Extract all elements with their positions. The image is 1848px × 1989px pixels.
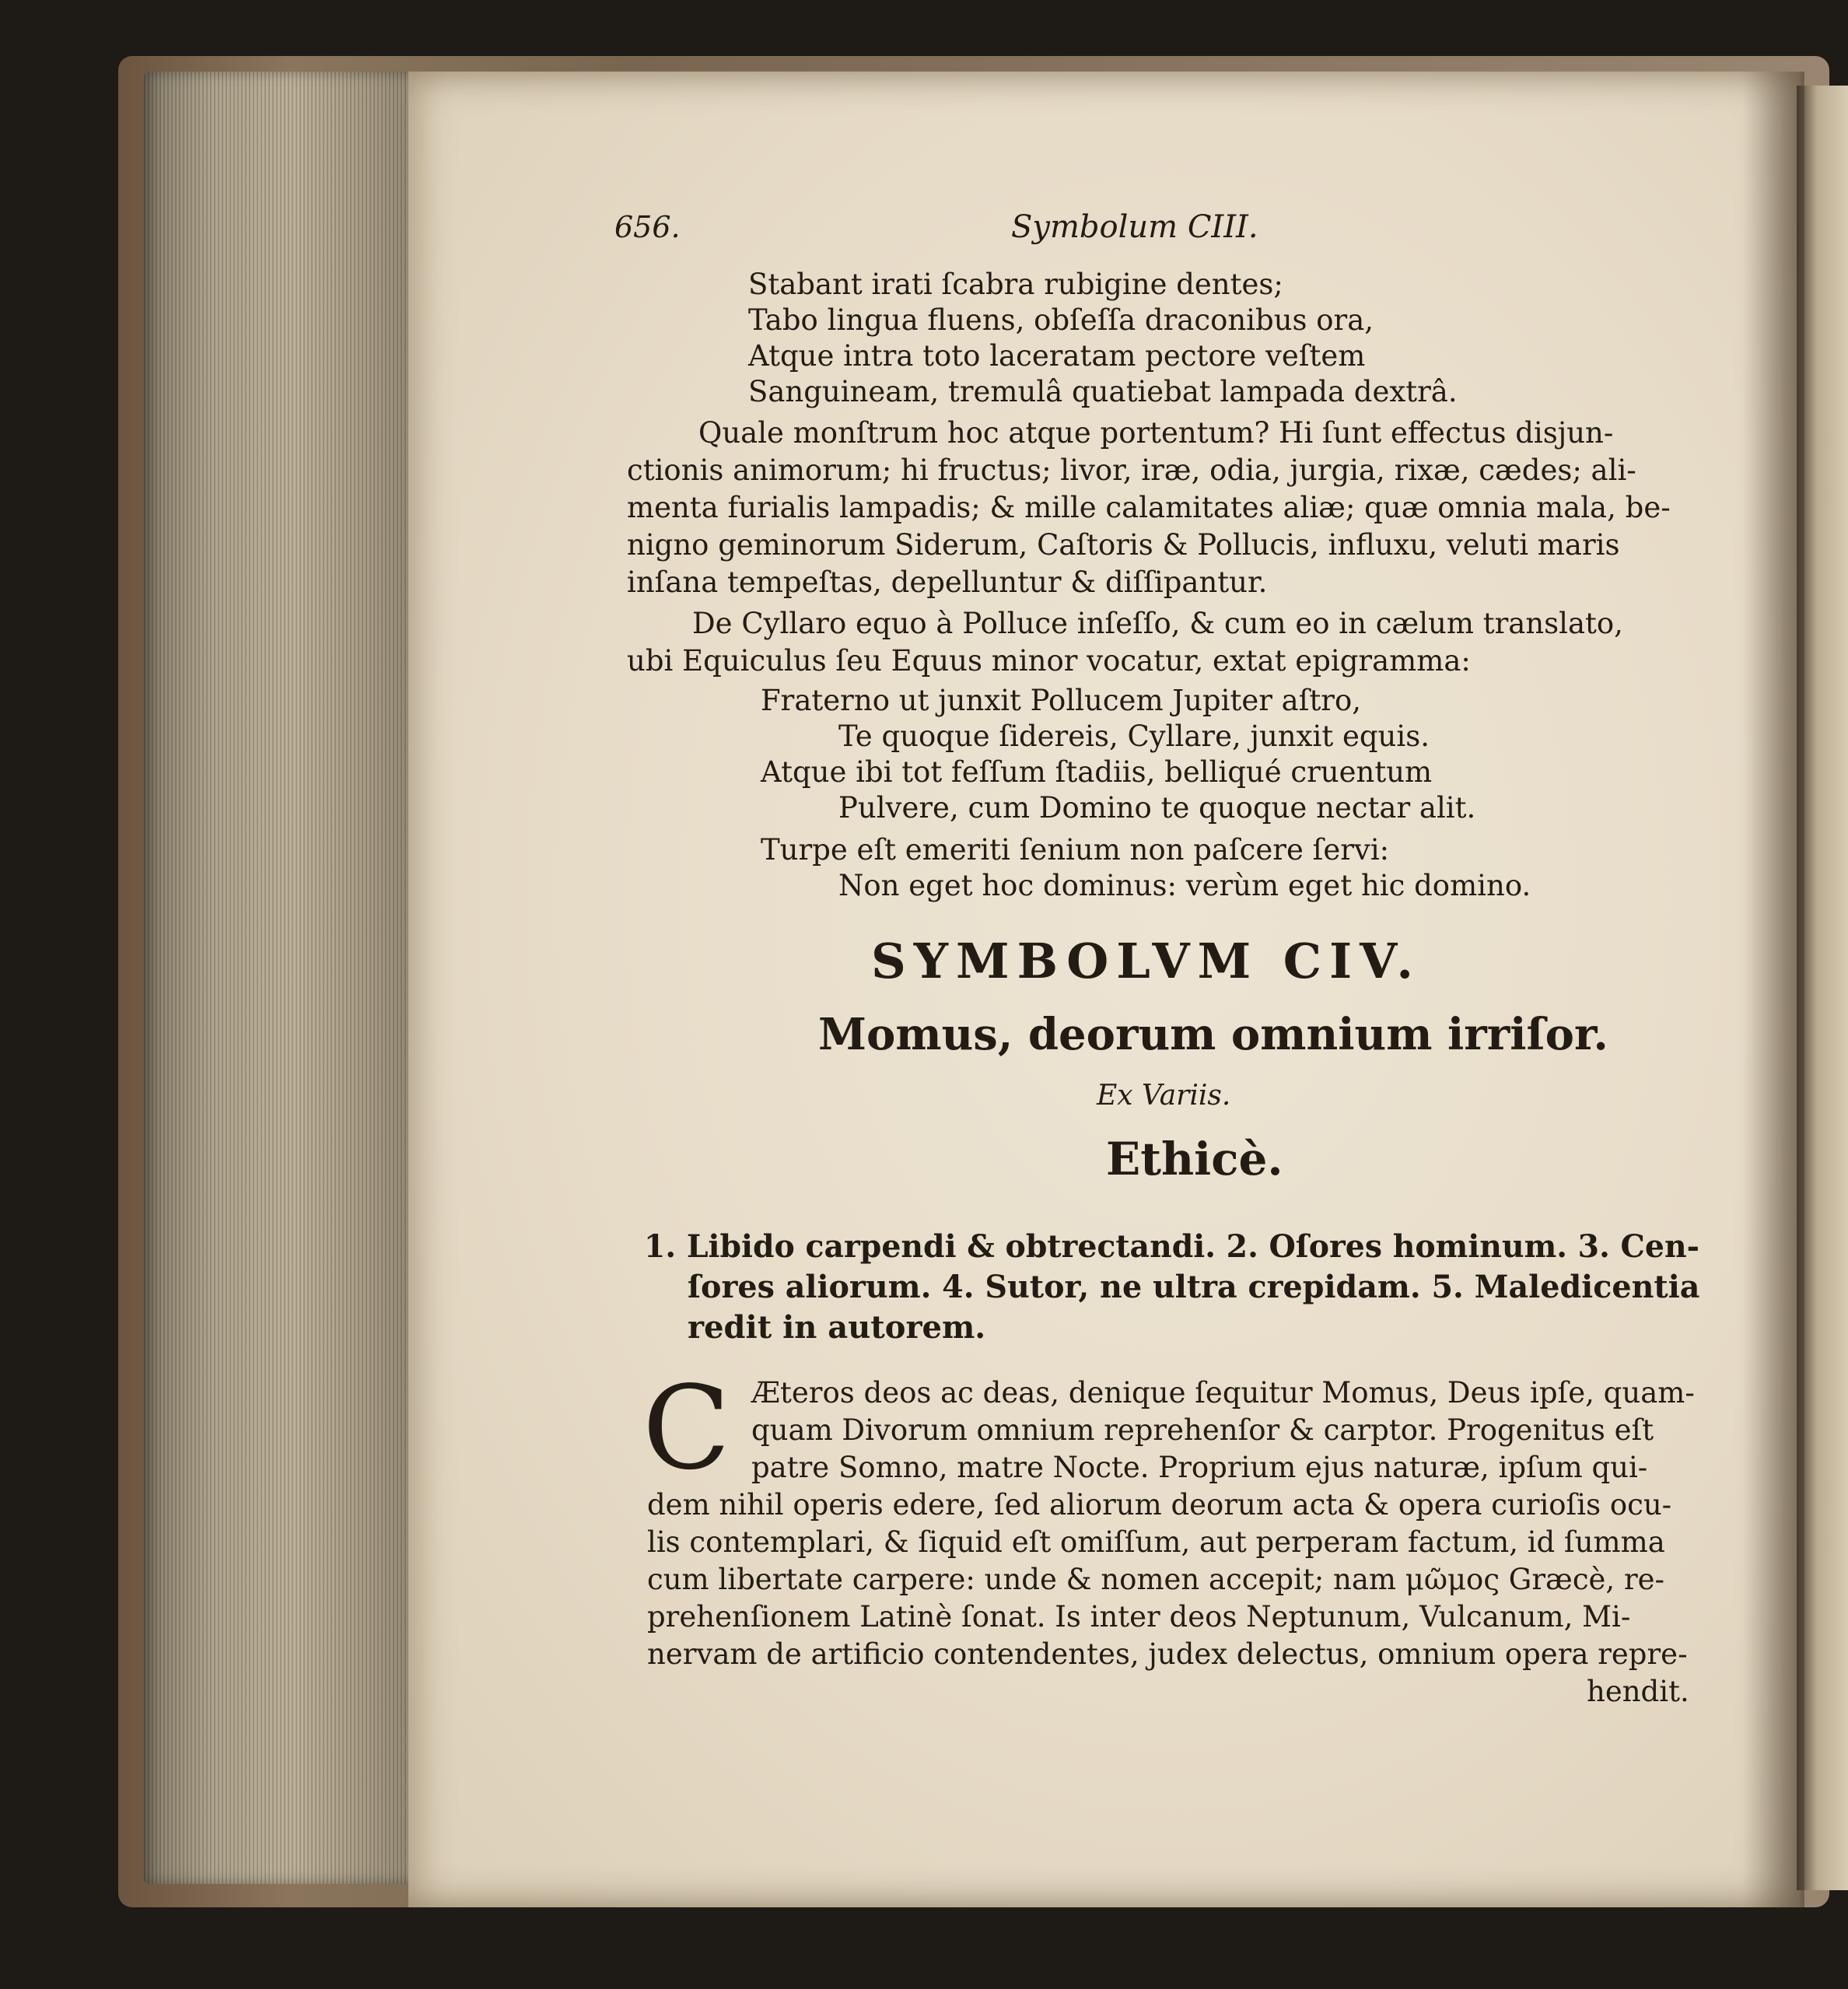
body-line: quam Divorum omnium reprehenſor & carptor. Progenitus eſt bbox=[751, 1413, 1654, 1447]
body-line: nigno geminorum Siderum, Caſtoris & Pollucis, influxu, veluti maris bbox=[627, 528, 1620, 562]
verse-line: Tabo lingua fluens, obſeſſa draconibus ora, bbox=[748, 303, 1374, 337]
verse-line: Atque ibi tot feſſum ſtadiis, belliqué cruentum bbox=[761, 755, 1433, 789]
thesis-line: redit in autorem. bbox=[688, 1309, 986, 1346]
section-heading: Ethicè. bbox=[1106, 1133, 1283, 1185]
body-line: Æteros deos ac deas, denique ſequitur Momus, Deus ipſe, quam- bbox=[751, 1376, 1695, 1409]
symbol-title: SYMBOLVM CIV. bbox=[871, 933, 1421, 989]
body-line: De Cyllaro equo à Polluce inſeſſo, & cum eo in cælum translato, bbox=[692, 607, 1623, 640]
body-line: nervam de artificio contendentes, judex delectus, omnium opera repre- bbox=[647, 1637, 1688, 1671]
verse-line: Turpe eſt emeriti ſenium non paſcere ſervi: bbox=[761, 833, 1390, 867]
verse-line: Fraterno ut junxit Pollucem Jupiter aſtro, bbox=[761, 684, 1362, 717]
body-line: dem nihil operis edere, ſed aliorum deorum acta & opera curioſis ocu- bbox=[647, 1488, 1672, 1522]
verse-line: Pulvere, cum Domino te quoque nectar alit. bbox=[838, 791, 1476, 825]
verse-line: Sanguineam, tremulâ quatiebat lampada dextrâ. bbox=[748, 375, 1458, 408]
body-line: ubi Equiculus ſeu Equus minor vocatur, extat epigramma: bbox=[627, 644, 1471, 678]
body-line: inſana tempeſtas, depelluntur & diſſipantur. bbox=[627, 566, 1268, 599]
body-line: ctionis animorum; hi fructus; livor, iræ, odia, jurgia, rixæ, cædes; ali- bbox=[627, 453, 1636, 487]
body-line: cum libertate carpere: unde & nomen accepit; nam μῶμος Græcè, re- bbox=[647, 1563, 1665, 1596]
gutter-shadow bbox=[1742, 72, 1804, 1907]
thesis-line: ſores aliorum. 4. Sutor, ne ultra crepidam. 5. Maledicentia bbox=[688, 1269, 1700, 1305]
body-line: patre Somno, matre Nocte. Proprium ejus naturæ, ipſum qui- bbox=[751, 1451, 1648, 1484]
page-block-edge bbox=[144, 72, 416, 1884]
symbol-subtitle: Momus, deorum omnium irriſor. bbox=[818, 1009, 1608, 1060]
last-word: hendit. bbox=[1587, 1675, 1689, 1708]
verse-line: Non eget hoc dominus: verùm eget hic domino. bbox=[838, 869, 1531, 902]
drop-cap: C bbox=[642, 1361, 731, 1495]
body-line: Quale monſtrum hoc atque portentum? Hi ſunt effectus disjun- bbox=[698, 416, 1614, 450]
running-head: Symbolum CIII. bbox=[1011, 209, 1258, 245]
source-note: Ex Variis. bbox=[1097, 1080, 1231, 1112]
verse-line: Atque intra toto laceratam pectore veſtem bbox=[748, 339, 1366, 373]
verse-line: Te quoque ſidereis, Cyllare, junxit equis. bbox=[838, 720, 1430, 753]
verse-line: Stabant irati ſcabra rubigine dentes; bbox=[748, 268, 1283, 301]
body-line: lis contemplari, & ſiquid eſt omiſſum, aut perperam factum, id ſumma bbox=[647, 1525, 1665, 1559]
body-line: prehenſionem Latinè ſonat. Is inter deos Neptunum, Vulcanum, Mi- bbox=[647, 1600, 1631, 1634]
thesis-line: 1. Libido carpendi & obtrectandi. 2. Oſores hominum. 3. Cen- bbox=[644, 1228, 1699, 1265]
page-number: 656. bbox=[614, 210, 681, 244]
body-line: menta furialis lampadis; & mille calamitates aliæ; quæ omnia mala, be- bbox=[627, 491, 1671, 524]
